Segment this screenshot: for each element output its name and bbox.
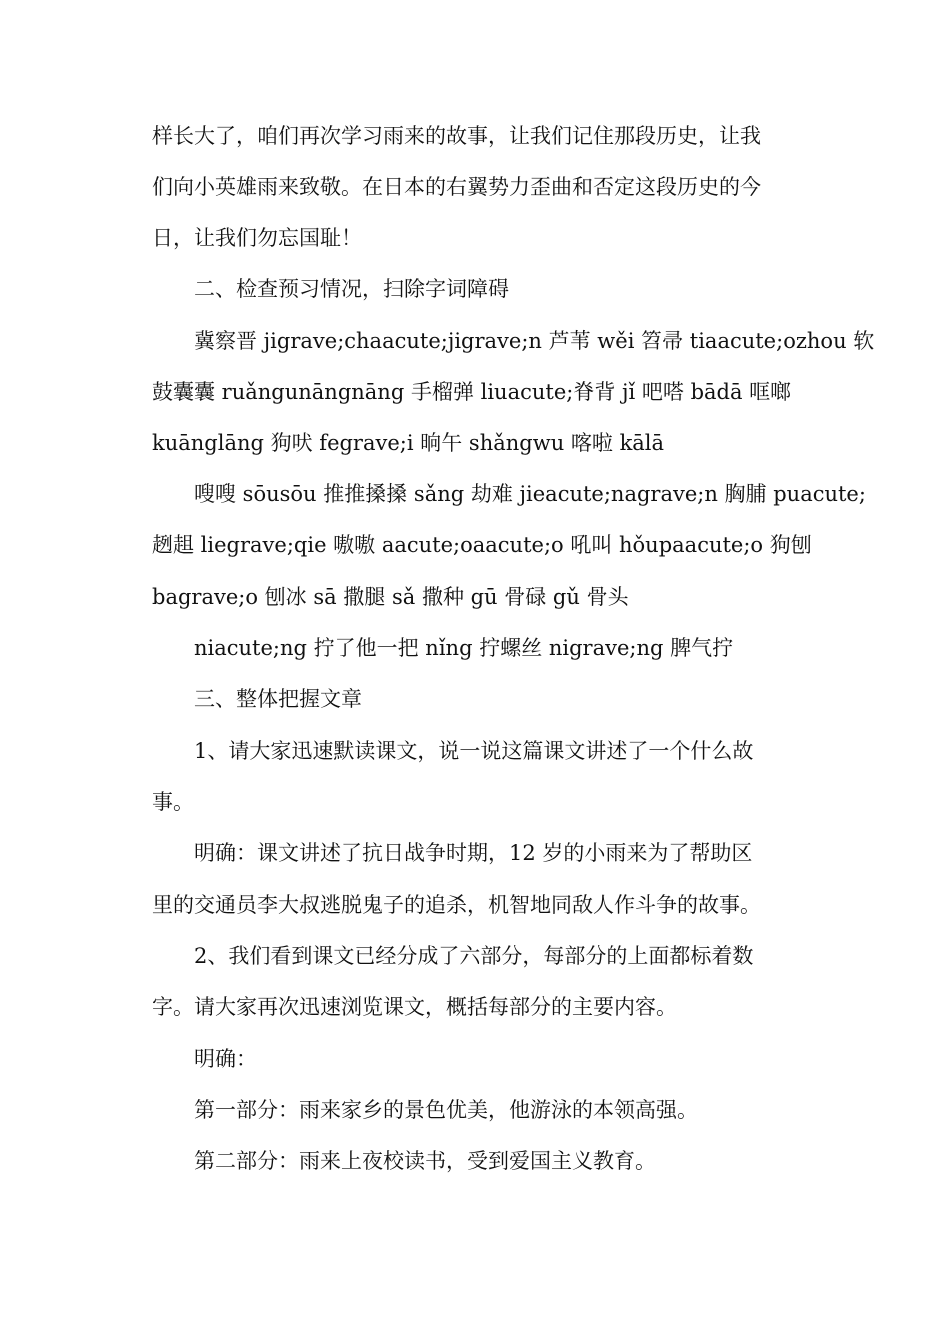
text-line: 1、请大家迅速默读课文，说一说这篇课文讲述了一个什么故 (194, 739, 754, 763)
text-line: 日，让我们勿忘国耻！ (152, 226, 362, 250)
text-line: 鼓囊囊 ruǎngunāngnāng 手榴弹 liuacute;脊背 jǐ 吧嗒 bādā 哐啷 (152, 380, 792, 404)
section-heading: 二、检查预习情况，扫除字词障碍 (194, 277, 509, 301)
text-line: 第二部分：雨来上夜校读书，受到爱国主义教育。 (194, 1149, 656, 1173)
text-line: 2、我们看到课文已经分成了六部分，每部分的上面都标着数 (194, 944, 754, 968)
text-line: 明确：课文讲述了抗日战争时期，12 岁的小雨来为了帮助区 (194, 841, 753, 865)
text-line: bagrave;o 刨冰 sā 撒腿 sǎ 撒种 gū 骨碌 gǔ 骨头 (152, 585, 629, 609)
text-line: 明确： (194, 1047, 257, 1071)
text-line: 们向小英雄雨来致敬。在日本的右翼势力歪曲和否定这段历史的今 (152, 175, 761, 199)
text-line: 里的交通员李大叔逃脱鬼子的追杀，机智地同敌人作斗争的故事。 (152, 893, 761, 917)
text-line: 趔趄 liegrave;qie 嗷嗷 aacute;oaacute;o 吼叫 hǒupaacute;o 狗刨 (152, 533, 812, 557)
text-line: 嗖嗖 sōusōu 推推搡搡 sǎng 劫难 jieacute;nagrave;n 胸脯 puacute; (194, 482, 866, 506)
text-line: niacute;ng 拧了他一把 nǐng 拧螺丝 nigrave;ng 脾气拧 (194, 636, 734, 660)
text-line: 事。 (152, 790, 194, 814)
text-line: 冀察晋 jigrave;chaacute;jigrave;n 芦苇 wěi 笤帚 tiaacute;ozhou 软 (194, 329, 875, 353)
section-heading: 三、整体把握文章 (194, 687, 362, 711)
text-line: 样长大了，咱们再次学习雨来的故事，让我们记住那段历史，让我 (152, 124, 761, 148)
text-line: 字。请大家再次迅速浏览课文，概括每部分的主要内容。 (152, 995, 677, 1019)
text-line: kuānglāng 狗吠 fegrave;i 晌午 shǎngwu 喀啦 kālā (152, 431, 665, 455)
text-line: 第一部分：雨来家乡的景色优美，他游泳的本领高强。 (194, 1098, 698, 1122)
